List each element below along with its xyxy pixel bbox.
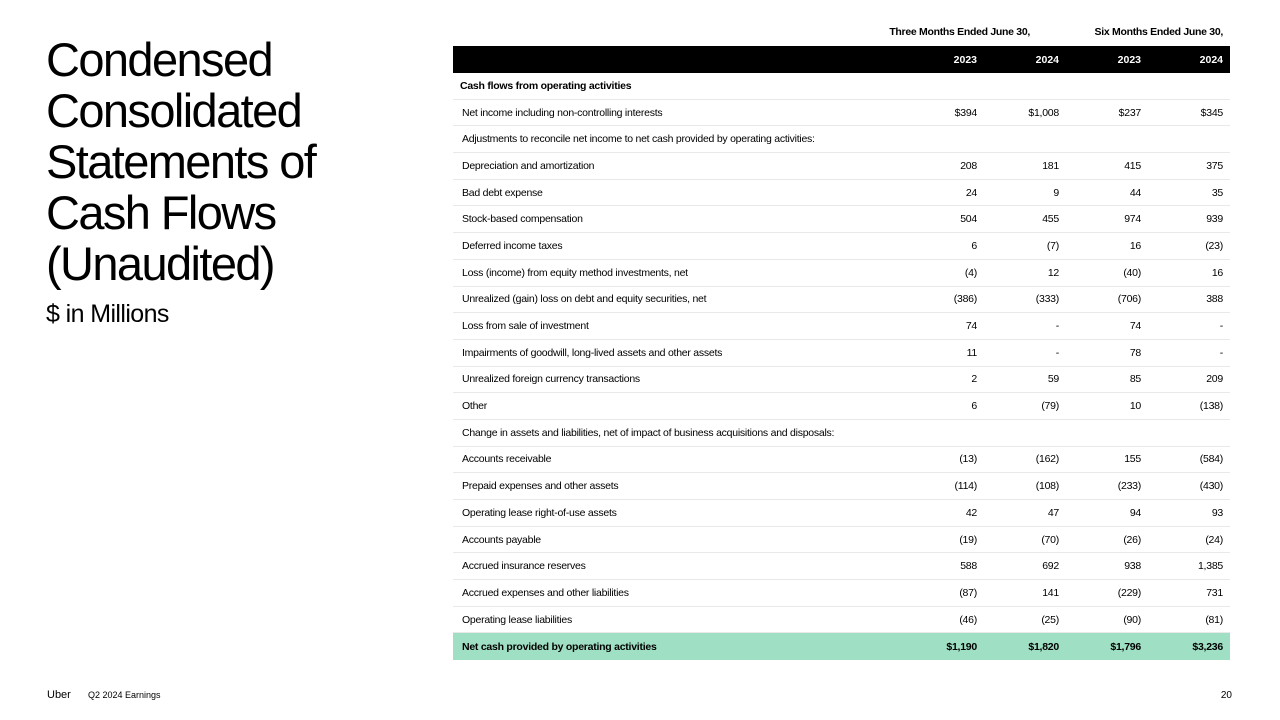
row-label: Unrealized foreign currency transactions — [462, 373, 640, 386]
title-line: Condensed — [46, 33, 273, 86]
group-header-three-months: Three Months Ended June 30, — [889, 26, 1030, 38]
cell-value: 388 — [1206, 293, 1223, 306]
row-label: Accounts payable — [462, 533, 541, 546]
cell-value: 208 — [960, 159, 977, 172]
year-header: 2023 — [1117, 53, 1141, 66]
cell-value: 12 — [1047, 266, 1059, 279]
row-label: Bad debt expense — [462, 186, 543, 199]
cell-value: (229) — [1117, 586, 1141, 599]
row-label: Impairments of goodwill, long-lived assets and other assets — [462, 346, 723, 359]
table-row — [453, 153, 1230, 180]
row-label: Accounts receivable — [462, 453, 552, 466]
cell-value: 375 — [1206, 159, 1223, 172]
cell-value: 85 — [1129, 373, 1141, 386]
table-row — [453, 447, 1230, 474]
cell-value: 6 — [971, 400, 977, 413]
row-label: Net cash provided by operating activities — [462, 640, 657, 653]
cell-value: (87) — [959, 586, 977, 599]
section-header-row — [453, 73, 1230, 100]
cell-value: 16 — [1211, 266, 1223, 279]
cell-value: 588 — [960, 560, 977, 573]
cell-value: 74 — [1129, 320, 1141, 333]
cell-value: (70) — [1041, 533, 1059, 546]
row-label: Adjustments to reconcile net income to net cash provided by operating activities: — [462, 133, 815, 146]
year-header: 2024 — [1199, 53, 1223, 66]
cell-value: - — [1055, 320, 1059, 333]
cell-value: 692 — [1042, 560, 1059, 573]
cell-value: 11 — [966, 346, 977, 359]
group-header-six-months: Six Months Ended June 30, — [1094, 26, 1223, 38]
cell-value: 181 — [1042, 159, 1059, 172]
cell-value: 24 — [965, 186, 977, 199]
cell-value: (90) — [1123, 613, 1141, 626]
cell-value: 94 — [1129, 506, 1141, 519]
row-label: Operating lease right-of-use assets — [462, 506, 617, 519]
title-line: Cash Flows — [46, 186, 276, 239]
table-row — [453, 473, 1230, 500]
cell-value: (114) — [954, 480, 977, 493]
units-label: $ in Millions — [46, 300, 169, 328]
cell-value: 974 — [1124, 213, 1141, 226]
cell-value: (25) — [1041, 613, 1059, 626]
cell-value: $1,796 — [1110, 640, 1141, 653]
row-label: Unrealized (gain) loss on debt and equity securities, net — [462, 293, 707, 306]
table-row — [453, 553, 1230, 580]
cell-value: (108) — [1035, 480, 1059, 493]
row-label: Deferred income taxes — [462, 239, 563, 252]
table-row — [453, 500, 1230, 527]
row-label: Other — [462, 400, 488, 413]
title-line: (Unaudited) — [46, 237, 274, 290]
table-row — [453, 313, 1230, 340]
cell-value: 10 — [1129, 400, 1141, 413]
table-row — [453, 420, 1230, 447]
cell-value: (7) — [1046, 239, 1059, 252]
cell-value: $345 — [1200, 106, 1223, 119]
row-label: Stock-based compensation — [462, 213, 583, 226]
cell-value: 16 — [1129, 239, 1141, 252]
cell-value: (706) — [1117, 293, 1141, 306]
cell-value: (4) — [964, 266, 977, 279]
cell-value: 415 — [1124, 159, 1141, 172]
cell-value: (23) — [1205, 239, 1223, 252]
cell-value: $237 — [1118, 106, 1141, 119]
cell-value: 938 — [1124, 560, 1141, 573]
cell-value: 59 — [1047, 373, 1059, 386]
year-header: 2023 — [953, 53, 977, 66]
cash-flow-table — [453, 20, 1230, 660]
table-row — [453, 100, 1230, 127]
cell-value: 141 — [1042, 586, 1059, 599]
row-label: Loss (income) from equity method investments, net — [462, 266, 688, 279]
footer-label: Q2 2024 Earnings — [88, 690, 161, 700]
cell-value: (584) — [1199, 453, 1223, 466]
slide-title — [46, 34, 426, 289]
row-label: Loss from sale of investment — [462, 320, 589, 333]
cell-value: 35 — [1211, 186, 1223, 199]
cell-value: (46) — [959, 613, 977, 626]
table-row — [453, 527, 1230, 554]
cell-value: 44 — [1129, 186, 1141, 199]
title-line: Statements of — [46, 135, 316, 188]
table-row — [453, 287, 1230, 314]
table-row — [453, 367, 1230, 394]
cell-value: 6 — [971, 239, 977, 252]
section-header: Cash flows from operating activities — [460, 79, 632, 92]
table-row — [453, 180, 1230, 207]
cell-value: (81) — [1205, 613, 1223, 626]
cell-value: (40) — [1123, 266, 1141, 279]
cell-value: (79) — [1041, 400, 1059, 413]
cell-value: 1,385 — [1197, 560, 1223, 573]
cell-value: (430) — [1199, 480, 1223, 493]
cell-value: (26) — [1123, 533, 1141, 546]
cell-value: 93 — [1211, 506, 1223, 519]
brand-logo-text: Uber — [47, 689, 71, 701]
cell-value: (19) — [959, 533, 977, 546]
cell-value: 731 — [1206, 586, 1223, 599]
table-row — [453, 580, 1230, 607]
cell-value: $1,820 — [1028, 640, 1059, 653]
cell-value: (138) — [1199, 400, 1223, 413]
row-label: Prepaid expenses and other assets — [462, 480, 619, 493]
year-header-row — [453, 46, 1230, 73]
table-row — [453, 607, 1230, 634]
cell-value: (333) — [1035, 293, 1059, 306]
year-header: 2024 — [1035, 53, 1059, 66]
table-row — [453, 206, 1230, 233]
page-number: 20 — [1220, 690, 1232, 701]
cell-value: (13) — [959, 453, 977, 466]
cell-value: $3,236 — [1192, 640, 1223, 653]
table-row — [453, 233, 1230, 260]
group-header-row — [453, 20, 1230, 46]
cell-value: (386) — [953, 293, 977, 306]
row-label: Change in assets and liabilities, net of impact of business acquisitions and disposals: — [462, 426, 835, 439]
table-row — [453, 260, 1230, 287]
row-label: Accrued expenses and other liabilities — [462, 586, 629, 599]
title-line: Consolidated — [46, 84, 302, 137]
cell-value: - — [1219, 320, 1223, 333]
cell-value: 504 — [960, 213, 977, 226]
cell-value: (24) — [1205, 533, 1223, 546]
cell-value: $1,008 — [1028, 106, 1059, 119]
table-row — [453, 340, 1230, 367]
cell-value: (233) — [1117, 480, 1141, 493]
table-row — [453, 126, 1230, 153]
cell-value: - — [1055, 346, 1059, 359]
cell-value: 939 — [1206, 213, 1223, 226]
row-label: Operating lease liabilities — [462, 613, 572, 626]
cell-value: 47 — [1047, 506, 1059, 519]
cell-value: $394 — [954, 106, 977, 119]
row-label: Accrued insurance reserves — [462, 560, 586, 573]
total-row — [453, 633, 1230, 660]
cell-value: 455 — [1042, 213, 1059, 226]
cell-value: (162) — [1035, 453, 1059, 466]
row-label: Depreciation and amortization — [462, 159, 595, 172]
row-label: Net income including non-controlling interests — [462, 106, 663, 119]
cell-value: - — [1219, 346, 1223, 359]
cell-value: 74 — [965, 320, 977, 333]
cell-value: $1,190 — [946, 640, 977, 653]
cell-value: 78 — [1129, 346, 1141, 359]
cell-value: 2 — [971, 373, 977, 386]
cell-value: 9 — [1053, 186, 1059, 199]
cell-value: 209 — [1206, 373, 1223, 386]
table-row — [453, 393, 1230, 420]
cell-value: 155 — [1124, 453, 1141, 466]
cell-value: 42 — [965, 506, 977, 519]
